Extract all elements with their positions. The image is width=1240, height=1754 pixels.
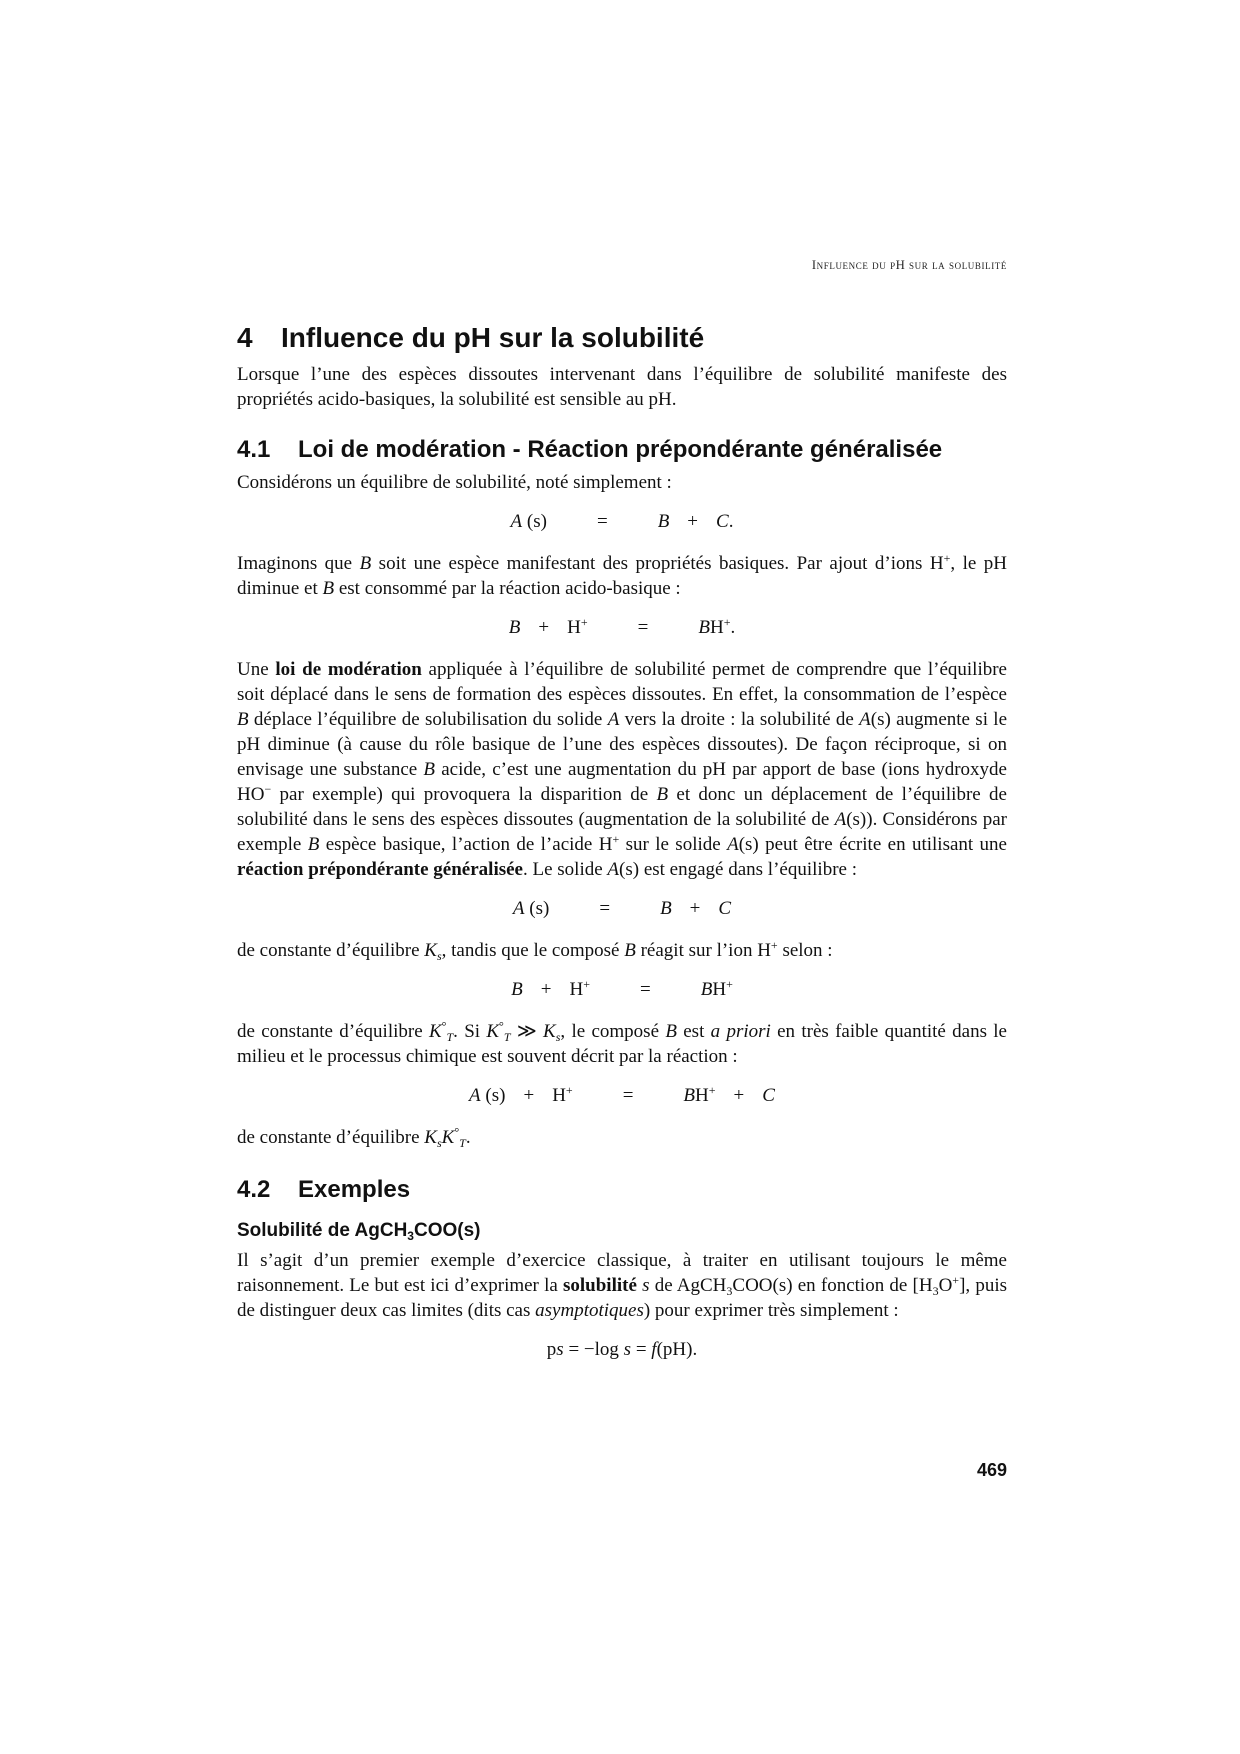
subsection-2-heading (237, 1174, 1007, 1206)
example-paragraph: Il s’agit d’un premier exemple d’exercice classique, à traiter en utilisant toujours le même raisonnement. Le but est ici d’exprimer la solubilité s de AgCH$_3$COO(s) en fonction de $[H_3O^+]$, puis de distinguer deux cas limites (dits cas asymptotiques) pour exprimer très simplement : (237, 1250, 1008, 1321)
paragraph-6: de constante d’équilibre $K_sK^\circ_T$. (237, 1125, 471, 1150)
equation-1: A (s) = B + C. (510, 511, 734, 532)
content (237, 320, 1007, 1379)
section-number: 4 (237, 322, 253, 353)
subsection-1-title: Loi de modération - Réaction prépondérante généralisée (298, 436, 943, 463)
paragraph-5: de constante d’équilibre $K^\circ_T$. Si $K^\circ_T$ ≫ $K_s$, le composé B est a priori en très faible quantité dans le milieu et le processus chimique est souvent décrit par la réaction : (237, 1019, 1007, 1067)
equation-5: A (s) + H+ = BH+ + C (469, 1083, 775, 1106)
section-title: Influence du pH sur la solubilité (281, 322, 705, 353)
paragraph-3: Une loi de modération appliquée à l’équilibre de solubilité permet de comprendre que l’équilibre soit déplacé dans le sens de formation des espèces dissoutes. En effet, la consommation de l’espèce B déplace l’équilibre de solubilisation du solide A vers la droite : la solubilité de A(s) augmente si le pH diminue (à cause du rôle basique de l’une des espèces dissoutes). De façon réciproque, si on envisage une substance B acide, c’est une augmentation du pH par apport de base (ions hydroxyde HO− par exemple) qui provoquera la disparition de B et donc un déplacement de l’équilibre de solubilité dans le sens des espèces dissoutes (augmentation de la solubilité de A(s)). Considérons par exemple B espèce basique, l’action de l’acide H+ sur le solide A(s) peut être écrite en utilisant une réaction prépondérante généralisée. Le solide A(s) est engagé dans l’équilibre : (237, 659, 1008, 880)
section-heading (237, 320, 1007, 356)
subsection-2-title: Exemples (298, 1176, 411, 1203)
subsection-2-number: 4.2 (237, 1176, 271, 1203)
page-number: 469 (976, 1460, 1007, 1480)
subsection-1-number: 4.1 (237, 436, 271, 463)
page (237, 0, 1007, 1754)
equation-4: B + H+ = BH+ (511, 977, 733, 1000)
equation-2: B + H+ = BH+. (508, 615, 736, 638)
equation-3: A (s) = B + C (512, 898, 732, 919)
example-heading: Solubilité de AgCH$_3$COO(s) (237, 1220, 481, 1243)
running-head: Influence du pH sur la solubilité (811, 258, 1007, 272)
equation-6: ps = −log s = f(pH). (546, 1339, 698, 1360)
paragraph-2: Imaginons que B soit une espèce manifestant des propriétés basiques. Par ajout d’ions H+, le pH diminue et B est consommé par la réaction acido-basique : (237, 551, 1007, 599)
paragraph-1: Considérons un équilibre de solubilité, noté simplement : (237, 472, 672, 493)
section-intro: Lorsque l’une des espèces dissoutes intervenant dans l’équilibre de solubilité manifeste des propriétés acido-basiques, la solubilité est sensible au pH. (237, 364, 1007, 410)
subsection-1-heading (237, 434, 1007, 466)
paragraph-4: de constante d’équilibre $K_s$, tandis que le composé B réagit sur l’ion H+ selon : (237, 938, 833, 963)
